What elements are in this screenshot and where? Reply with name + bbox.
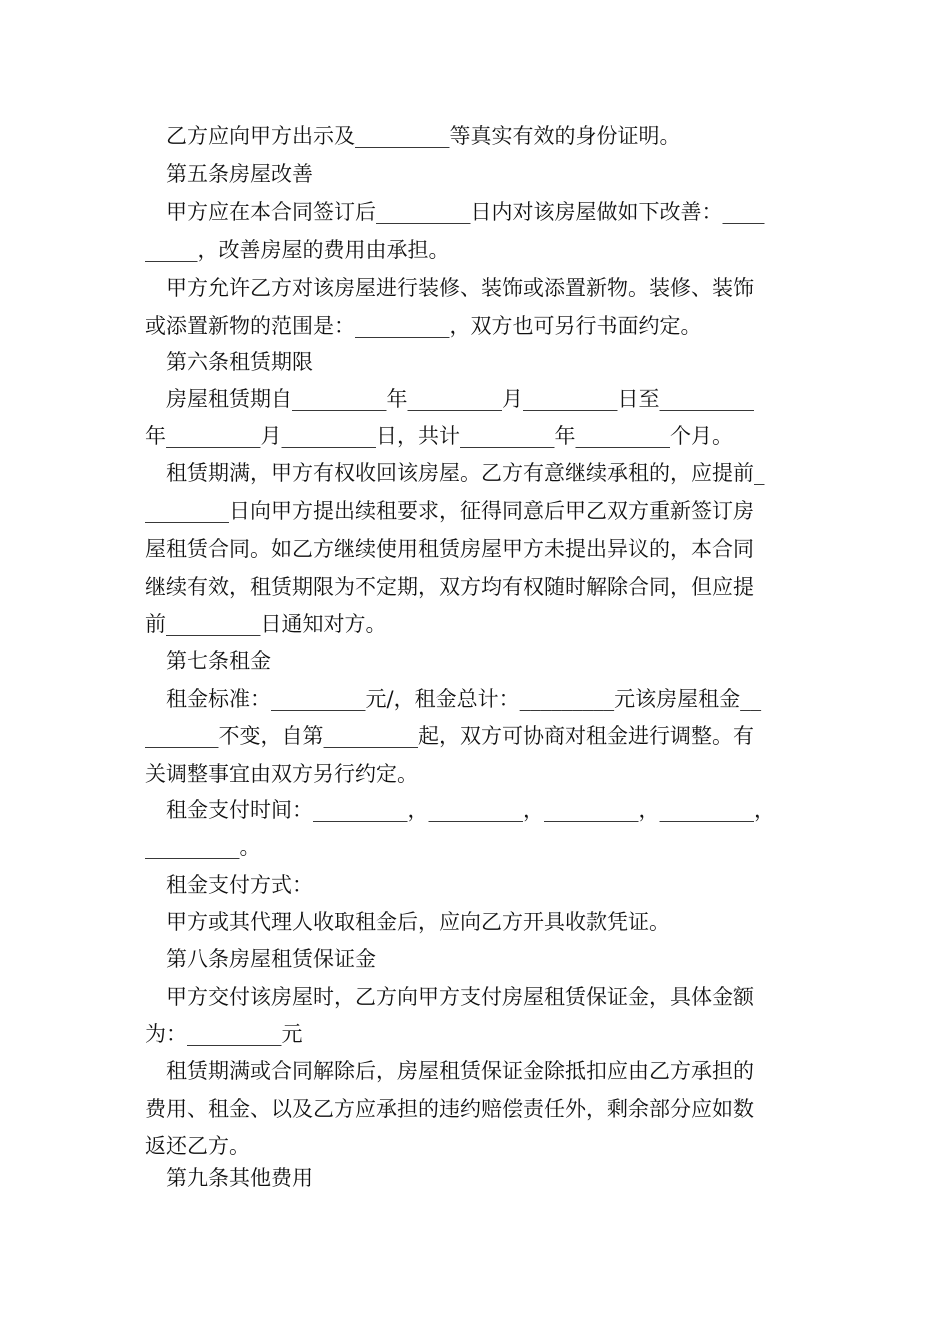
paragraph-line: 租赁期满，甲方有权收回该房屋。乙方有意继续承租的，应提前_ xyxy=(166,461,765,485)
paragraph-line: 或添置新物的范围是：_________，双方也可另行书面约定。 xyxy=(145,314,702,338)
paragraph-line: 租赁期满或合同解除后，房屋租赁保证金除抵扣应由乙方承担的 xyxy=(166,1059,754,1083)
paragraph-line: _____，改善房屋的费用由承担。 xyxy=(145,238,450,262)
section-heading: 第八条房屋租赁保证金 xyxy=(166,947,376,971)
paragraph-line: 为：_________元 xyxy=(145,1022,303,1046)
paragraph-line: 费用、租金、以及乙方应承担的违约赔偿责任外，剩余部分应如数 xyxy=(145,1097,754,1121)
paragraph-line: _________。 xyxy=(145,835,261,859)
paragraph-line: 继续有效，租赁期限为不定期，双方均有权随时解除合同，但应提 xyxy=(145,575,754,599)
paragraph-line: ________日向甲方提出续租要求，征得同意后甲乙双方重新签订房 xyxy=(145,499,754,523)
paragraph-line: 返还乙方。 xyxy=(145,1134,250,1158)
paragraph-line: 租金支付方式： xyxy=(166,873,313,897)
paragraph-line: 甲方或其代理人收取租金后，应向乙方开具收款凭证。 xyxy=(166,910,670,934)
section-heading: 第七条租金 xyxy=(166,649,271,673)
section-heading: 第六条租赁期限 xyxy=(166,350,313,374)
paragraph-line: 前_________日通知对方。 xyxy=(145,612,387,636)
paragraph-line: 租金支付时间：_________，_________，_________，_________， xyxy=(166,798,775,822)
paragraph-line: 租金标准：_________元/，租金总计：_________元该房屋租金__ xyxy=(166,687,762,711)
paragraph-line: 屋租赁合同。如乙方继续使用租赁房屋甲方未提出异议的，本合同 xyxy=(145,537,754,561)
paragraph-line: 房屋租赁期自_________年_________月_________日至_________ xyxy=(166,387,754,411)
paragraph-line: 关调整事宜由双方另行约定。 xyxy=(145,762,418,786)
paragraph-line: 年_________月_________日，共计_________年_________个月。 xyxy=(145,424,733,448)
paragraph-line: 乙方应向甲方出示及_________等真实有效的身份证明。 xyxy=(166,124,681,148)
section-heading: 第九条其他费用 xyxy=(166,1166,313,1190)
paragraph-line: _______不变，自第_________起，双方可协商对租金进行调整。有 xyxy=(145,724,754,748)
section-heading: 第五条房屋改善 xyxy=(166,162,313,186)
paragraph-line: 甲方交付该房屋时，乙方向甲方支付房屋租赁保证金，具体金额 xyxy=(166,985,754,1009)
paragraph-line: 甲方允许乙方对该房屋进行装修、装饰或添置新物。装修、装饰 xyxy=(166,276,754,300)
paragraph-line: 甲方应在本合同签订后_________日内对该房屋做如下改善：____ xyxy=(166,200,765,224)
